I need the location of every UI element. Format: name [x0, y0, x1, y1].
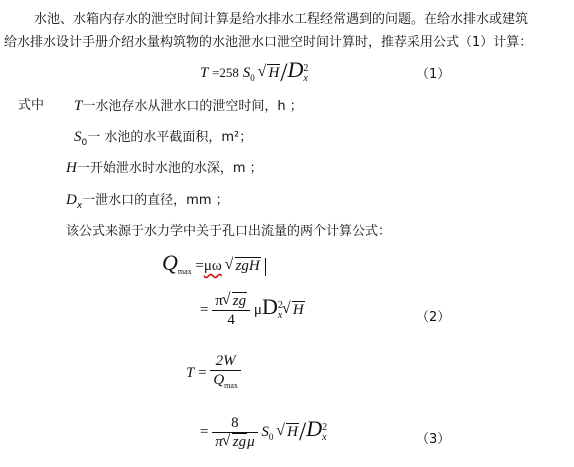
- eq1-equals: =258: [212, 65, 239, 80]
- eq2-mu: μ: [253, 301, 262, 318]
- equation-t: [186, 352, 241, 395]
- definition-t: T一水池存水从泄水口的泄空时间，h ；: [74, 98, 303, 114]
- eq1-s: S: [242, 65, 251, 81]
- eq2-sqrt: √ H: [283, 300, 305, 320]
- eq-q-equals: =: [195, 258, 204, 274]
- eq1-lhs: T: [200, 65, 209, 81]
- eq-t-lhs: T: [186, 364, 195, 381]
- eq2-d: D: [261, 293, 278, 319]
- definition-h: H一开始泄水时水池的水深，m ；: [66, 160, 263, 176]
- eq-t-fraction: $\frac{2W}{Q_{max}}$: [210, 352, 241, 395]
- where-label: 式中: [18, 98, 45, 113]
- eq-q-lhs: Q: [162, 250, 178, 275]
- eq-q-lhs-sub: max: [177, 267, 192, 276]
- eq3-slash: /: [298, 416, 307, 446]
- eq-t-equals: =: [198, 364, 207, 381]
- equation-qmax: [162, 250, 266, 285]
- eq2-d-supsub: 2 x: [277, 299, 283, 321]
- eq1-sqrt: √ H: [258, 63, 280, 83]
- eq3-d-supsub: 2 x: [322, 421, 328, 443]
- intro-line-1: 水池、水箱内存水的泄空时间计算是给水排水工程经常遇到的问题。在给水排水或建筑: [34, 12, 529, 27]
- eq-q-mu-omega: μω: [203, 258, 222, 274]
- text-cursor: [265, 258, 266, 276]
- eq2-fraction: $\frac{\pi√ zg}{4}$: [212, 292, 250, 329]
- eq3-equals: =: [200, 423, 209, 440]
- equation-2-number: （2）: [416, 310, 451, 325]
- eq1-s-sub: 0: [250, 73, 255, 83]
- definition-s0: $S_0$一 水池的水平截面积，m²；: [74, 129, 253, 148]
- eq3-fraction: $\frac{8}{\text{π√ zgμ}}$: [212, 414, 257, 451]
- eq3-s-sub: 0: [268, 431, 274, 442]
- source-line: 该公式来源于水力学中关于孔口出流量的两个计算公式：: [66, 224, 392, 239]
- eq1-d: D: [287, 57, 304, 82]
- eq1-d-supsub: 2 x: [303, 62, 309, 84]
- definition-dx: $D_x$一泄水口的直径，mm ；: [66, 192, 229, 211]
- eq-q-sqrt: √ zgH: [226, 253, 261, 279]
- equation-1-number: （1）: [416, 67, 451, 82]
- equation-2: [200, 292, 305, 329]
- eq2-equals: =: [200, 301, 209, 318]
- eq1-slash: /: [280, 58, 288, 87]
- equation-3-number: （3）: [416, 432, 451, 447]
- intro-line-2: 给水排水设计手册介绍水量构筑物的水池泄水口泄空时间计算时，推荐采用公式（1）计算：: [4, 35, 533, 50]
- eq3-sqrt: √ H: [277, 422, 299, 442]
- equation-3: [200, 414, 327, 451]
- eq3-s: S: [261, 423, 269, 440]
- eq3-d: D: [306, 415, 323, 441]
- equation-1: [200, 57, 309, 88]
